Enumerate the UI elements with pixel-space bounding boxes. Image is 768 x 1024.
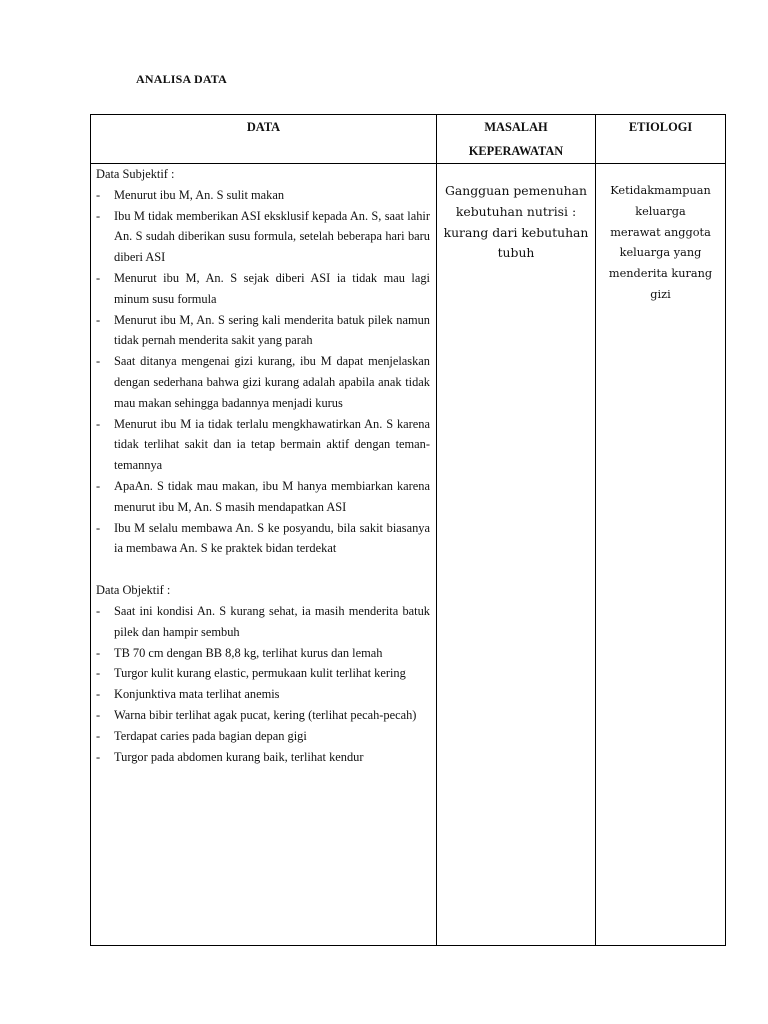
objektif-list (96, 601, 430, 767)
etiologi-line: keluarga (635, 204, 686, 218)
list-item-text: TB 70 cm dengan BB 8,8 kg, terlihat kurus dan lemah (114, 645, 383, 660)
list-item-text: Menurut ibu M, An. S sering kali menderita batuk pilek namun tidak pernah menderita sakit yang parah (114, 312, 430, 348)
list-item-text: ApaAn. S tidak mau makan, ibu M hanya membiarkan karena menurut ibu M, An. S masih mendapatkan ASI (114, 478, 430, 514)
subjektif-item (96, 268, 430, 310)
etiologi-line: menderita kurang (608, 267, 713, 281)
bullet-dash: - (96, 666, 101, 681)
list-item-text: Saat ditanya mengenai gizi kurang, ibu M dapat menjelaskan dengan sederhana bahwa gizi kurang adalah apabila anak tidak mau makan sehingga badannya menjadi kurus (114, 354, 430, 410)
etiologi-line: gizi (650, 287, 671, 301)
list-item-text: Ibu M selalu membawa An. S ke posyandu, bila sakit biasanya ia membawa An. S ke praktek bidan terdekat (114, 520, 430, 556)
etiologi-cell (596, 164, 726, 946)
header-etiologi: ETIOLOGI (596, 115, 726, 164)
bullet-dash: - (96, 208, 101, 223)
objektif-item (96, 601, 430, 643)
bullet-dash: - (96, 354, 101, 369)
list-item-text: Menurut ibu M, An. S sulit makan (114, 187, 285, 202)
list-item-text: Warna bibir terlihat agak pucat, kering (terlihat pecah-pecah) (114, 707, 417, 722)
header-masalah-line1: MASALAH (484, 120, 548, 134)
bullet-dash: - (96, 749, 101, 764)
objektif-item (96, 747, 430, 768)
objektif-item (96, 643, 430, 664)
list-item-text: Konjunktiva mata terlihat anemis (114, 687, 280, 702)
header-masalah-keperawatan (437, 115, 596, 164)
page-title: ANALISA DATA (136, 72, 227, 86)
list-item-text: Terdapat caries pada bagian depan gigi (114, 728, 307, 743)
subjektif-item (96, 414, 430, 476)
objektif-item (96, 705, 430, 726)
list-item-text: Menurut ibu M, An. S sejak diberi ASI ia tidak mau lagi minum susu formula (114, 270, 430, 306)
masalah-line: Gangguan pemenuhan (444, 183, 588, 198)
list-item-text: Saat ini kondisi An. S kurang sehat, ia masih menderita batuk pilek dan hampir sembuh (114, 603, 430, 639)
etiologi-line: keluarga yang (619, 246, 702, 260)
etiologi-line: Ketidakmampuan (610, 184, 711, 197)
bullet-dash: - (96, 187, 101, 202)
etiologi-line: merawat anggota (610, 225, 711, 239)
bullet-dash: - (96, 728, 101, 743)
objektif-item (96, 663, 430, 684)
bullet-dash: - (96, 603, 101, 618)
bullet-dash: - (96, 645, 101, 660)
subjektif-item (96, 476, 430, 518)
masalah-line: kurang dari kebutuhan (443, 224, 589, 240)
subjektif-item (96, 206, 430, 268)
subjektif-item (96, 185, 430, 206)
list-item-text: Ibu M tidak memberikan ASI eksklusif kepada An. S, saat lahir An. S sudah diberikan susu formula, setelah beberapa hari baru diberi ASI (114, 208, 430, 265)
subjektif-label: Data Subjektif : (96, 167, 175, 181)
objektif-label: Data Objektif : (96, 583, 171, 598)
data-cell (91, 164, 437, 946)
bullet-dash: - (96, 478, 101, 493)
analysis-table (90, 114, 726, 946)
table-header-row (91, 115, 726, 164)
masalah-line: tubuh (497, 245, 535, 261)
section-gap (96, 559, 430, 580)
list-item-text: Turgor kulit kurang elastic, permukaan kulit terlihat kering (114, 666, 406, 681)
subjektif-item (96, 351, 430, 413)
bullet-dash: - (96, 707, 101, 722)
subjektif-list (96, 185, 430, 559)
subjektif-item (96, 310, 430, 352)
header-data: DATA (91, 115, 437, 164)
bullet-dash: - (96, 270, 101, 285)
masalah-keperawatan-cell (437, 164, 596, 946)
bullet-dash: - (96, 416, 101, 431)
list-item-text: Menurut ibu M ia tidak terlalu mengkhawatirkan An. S karena tidak terlihat sakit dan ia tetap bermain aktif dengan teman-temannya (114, 416, 430, 473)
table-row (91, 164, 726, 946)
bullet-dash: - (96, 520, 101, 535)
header-masalah-line2: KEPERAWATAN (468, 144, 564, 158)
masalah-line: kebutuhan nutrisi : (455, 203, 577, 219)
subjektif-item (96, 518, 430, 560)
bullet-dash: - (96, 687, 101, 702)
bullet-dash: - (96, 312, 101, 327)
objektif-item (96, 684, 430, 705)
objektif-item (96, 726, 430, 747)
list-item-text: Turgor pada abdomen kurang baik, terlihat kendur (114, 749, 364, 764)
